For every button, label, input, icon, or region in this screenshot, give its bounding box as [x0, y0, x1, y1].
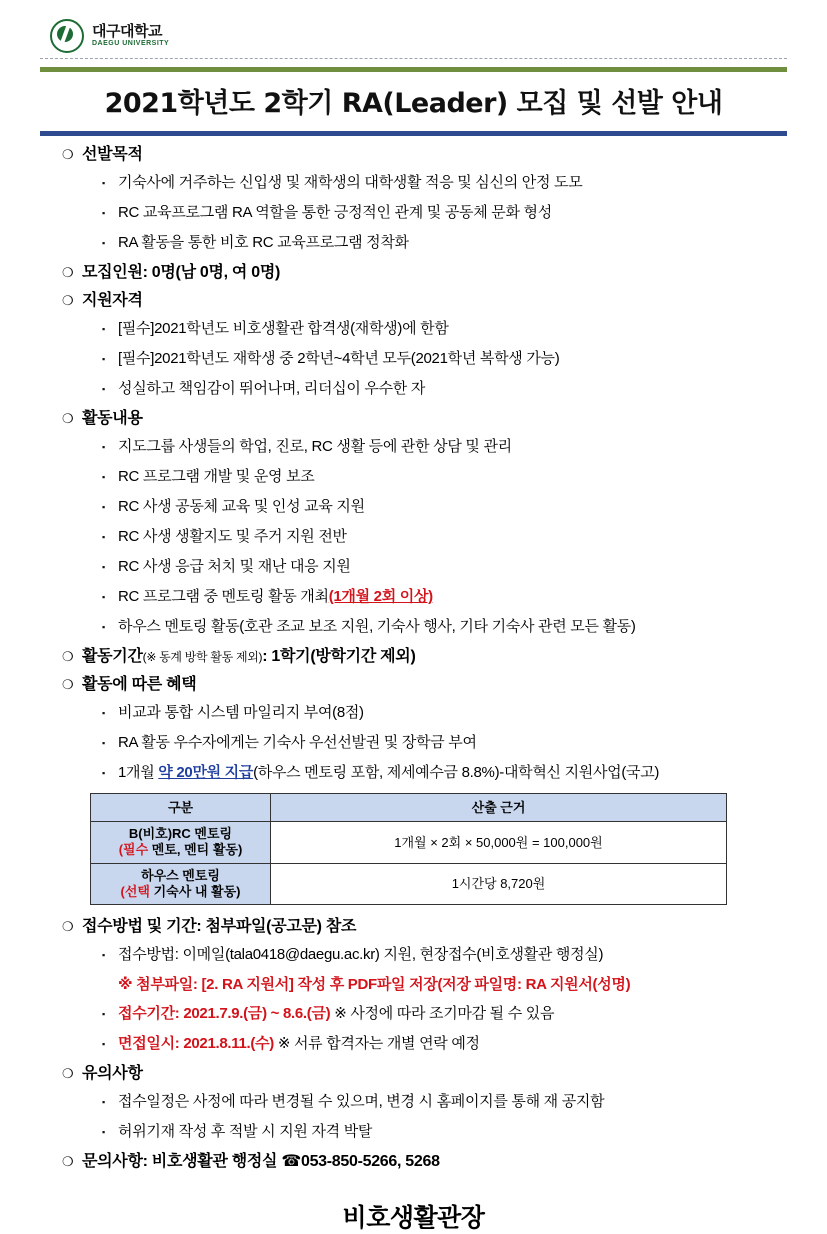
- logo-name-en: DAEGU UNIVERSITY: [92, 40, 170, 48]
- list-item: [40, 173, 787, 194]
- label-rest: 멘토, 멘티 활동): [148, 842, 243, 858]
- bullet-square-icon: ▪: [102, 532, 106, 542]
- bullet-circle-icon: ❍: [62, 1066, 74, 1081]
- list-item-text: RC 프로그램 개발 및 운영 보조: [118, 468, 315, 485]
- list-item-payment: [40, 763, 787, 784]
- bullet-square-icon: ▪: [102, 1097, 106, 1107]
- cost-table: [90, 793, 727, 905]
- logo-name-kr: 대구대학교: [92, 23, 162, 41]
- list-item-text: RA 활동을 통한 비호 RC 교육프로그램 정착화: [118, 234, 409, 251]
- list-item: [40, 379, 787, 400]
- section-heading-purpose: [40, 145, 787, 165]
- application-period-note: ※ 사정에 따라 조기마감 될 수 있음: [330, 1005, 555, 1022]
- section-title: 접수방법 및 기간: 첨부파일(공고문) 참조: [82, 918, 357, 935]
- bullet-square-icon: ▪: [102, 442, 106, 452]
- list-item-text: 접수방법: 이메일(tala0418@daegu.ac.kr) 지원, 현장접수(비호생활관 행정실): [118, 946, 604, 963]
- section-heading-contact: [40, 1152, 787, 1172]
- bullet-square-icon: ▪: [102, 592, 106, 602]
- period-label: 활동기간: [82, 648, 143, 665]
- document-body: [40, 145, 787, 1172]
- bullet-square-icon: ▪: [102, 178, 106, 188]
- list-item-text: [118, 1034, 480, 1054]
- list-item-period: [40, 1004, 787, 1025]
- bullet-square-icon: ▪: [102, 1127, 106, 1137]
- bullet-square-icon: ▪: [102, 1009, 106, 1019]
- list-item-mentoring: [40, 587, 787, 608]
- list-item-text: [118, 1004, 554, 1024]
- section-title: 유의사항: [82, 1065, 143, 1082]
- table-cell-value: 1개월 × 2회 × 50,000원 = 100,000원: [271, 822, 727, 864]
- bullet-square-icon: ▪: [102, 768, 106, 778]
- list-item-text: [필수]2021학년도 비호생활관 합격생(재학생)에 한함: [118, 320, 449, 337]
- bullet-square-icon: ▪: [102, 502, 106, 512]
- list-item-text: [118, 587, 433, 607]
- list-item-text: 접수일정은 사정에 따라 변경될 수 있으며, 변경 시 홈페이지를 통해 재 공지함: [118, 1093, 605, 1110]
- bullet-circle-icon: ❍: [62, 265, 74, 280]
- bullet-circle-icon: ❍: [62, 411, 74, 426]
- list-item-text: RC 교육프로그램 RA 역할을 통한 긍정적인 관계 및 공동체 문화 형성: [118, 204, 552, 221]
- bullet-square-icon: ▪: [102, 384, 106, 394]
- list-item-text: RC 사생 생활지도 및 주거 지원 전반: [118, 528, 347, 545]
- section-heading-application: [40, 917, 787, 937]
- bullet-square-icon: ▪: [102, 1039, 106, 1049]
- table-cell-label: [91, 863, 271, 905]
- label-line-1: B(비호)RC 멘토링: [128, 826, 233, 841]
- section-heading-notes: [40, 1064, 787, 1084]
- list-item: [40, 497, 787, 518]
- list-item-text: 지도그룹 사생들의 학업, 진로, RC 생활 등에 관한 상담 및 관리: [118, 438, 512, 455]
- table-header-cell: 구분: [91, 794, 271, 822]
- label-line-2: [93, 884, 268, 900]
- university-logo: [40, 18, 787, 54]
- list-item-text: [필수]2021학년도 재학생 중 2학년~4학년 모두(2021학년 복학생 가능): [118, 350, 560, 367]
- interview-date: 면접일시: 2021.8.11.(수): [118, 1035, 274, 1052]
- list-item-text: RC 사생 공동체 교육 및 인성 교육 지원: [118, 498, 365, 515]
- mentoring-text: RC 프로그램 중 멘토링 활동 개최: [118, 588, 329, 605]
- list-item: [40, 319, 787, 340]
- period-value: : 1학기(방학기간 제외): [262, 648, 416, 665]
- list-item: [40, 233, 787, 254]
- payment-suffix: (하우스 멘토링 포함, 제세예수금 8.8%)-대학혁신 지원사업(국고): [253, 764, 660, 781]
- bullet-circle-icon: ❍: [62, 147, 74, 162]
- table-header-row: [91, 794, 727, 822]
- bullet-circle-icon: ❍: [62, 293, 74, 308]
- title-band: [40, 67, 787, 136]
- list-item: [40, 527, 787, 548]
- table-cell-value: 1시간당 8,720원: [271, 863, 727, 905]
- list-item-text: 비교과 통합 시스템 마일리지 부여(8점): [118, 704, 364, 721]
- logo-text: [92, 24, 169, 47]
- attachment-note: ※ 첨부파일: [2. RA 지원서] 작성 후 PDF파일 저장(저장 파일명: RA 지원서(성명): [118, 976, 631, 993]
- list-item-text: 하우스 멘토링 활동(호관 조교 보조 지원, 기숙사 행사, 기타 기숙사 관련 모든 활동): [118, 618, 636, 635]
- list-item: [40, 617, 787, 638]
- list-item-attachment: [40, 975, 787, 995]
- list-item: [40, 349, 787, 370]
- section-title: 활동내용: [82, 410, 143, 427]
- section-title: [82, 647, 415, 667]
- list-item-text: 성실하고 책임감이 뛰어나며, 리더십이 우수한 자: [118, 380, 426, 397]
- mentoring-emphasis: (1개월 2회 이상): [328, 588, 433, 605]
- label-line-1: 하우스 멘토링: [141, 867, 220, 883]
- table-row: [91, 863, 727, 905]
- bullet-square-icon: ▪: [102, 622, 106, 632]
- label-emphasis: (필수: [118, 842, 149, 858]
- table-cell-label: [91, 822, 271, 864]
- label-line-2: [93, 842, 268, 858]
- section-title: 모집인원: 0명(남 0명, 여 0명): [82, 264, 281, 281]
- list-item-text: RA 활동 우수자에게는 기숙사 우선선발권 및 장학금 부여: [118, 734, 477, 751]
- section-heading-activities: [40, 409, 787, 429]
- list-item-interview: [40, 1034, 787, 1055]
- list-item-text: 기숙사에 거주하는 신입생 및 재학생의 대학생활 적응 및 심신의 안정 도모: [118, 174, 583, 191]
- signoff: 비호생활관장: [342, 1203, 485, 1232]
- table-row: [91, 822, 727, 864]
- application-period: 접수기간: 2021.7.9.(금) ~ 8.6.(금): [118, 1005, 331, 1022]
- section-heading-recruit-count: [40, 263, 787, 283]
- list-item: [40, 467, 787, 488]
- list-item: [40, 733, 787, 754]
- bullet-square-icon: ▪: [102, 238, 106, 248]
- section-heading-benefits: [40, 675, 787, 695]
- bullet-circle-icon: ❍: [62, 649, 74, 664]
- list-item: [40, 1122, 787, 1143]
- label-emphasis: (선택: [120, 883, 150, 899]
- list-item-apply-method: [40, 945, 787, 966]
- bullet-square-icon: ▪: [102, 208, 106, 218]
- bullet-circle-icon: ❍: [62, 677, 74, 692]
- bullet-circle-icon: ❍: [62, 1154, 74, 1169]
- bullet-square-icon: ▪: [102, 324, 106, 334]
- interview-note: ※ 서류 합격자는 개별 연락 예정: [273, 1035, 480, 1052]
- header-divider: [40, 58, 787, 59]
- bullet-square-icon: ▪: [102, 738, 106, 748]
- bullet-square-icon: ▪: [102, 354, 106, 364]
- payment-amount: 약 20만원 지급: [158, 764, 254, 781]
- list-item-text: 허위기재 작성 후 적발 시 지원 자격 박탈: [118, 1123, 373, 1140]
- list-item: [40, 1092, 787, 1113]
- list-item: [40, 557, 787, 578]
- bullet-square-icon: ▪: [102, 472, 106, 482]
- list-item: [40, 437, 787, 458]
- list-item-text: RC 사생 응급 처치 및 재난 대응 지원: [118, 558, 351, 575]
- period-note: (※ 동계 방학 활동 제외): [142, 650, 263, 664]
- label-rest: 기숙사 내 활동): [149, 883, 241, 899]
- section-title: 활동에 따른 혜택: [82, 676, 197, 693]
- cost-table-wrapper: [40, 793, 787, 905]
- bullet-square-icon: ▪: [102, 708, 106, 718]
- bullet-circle-icon: ❍: [62, 919, 74, 934]
- section-heading-period: [40, 647, 787, 667]
- bullet-square-icon: ▪: [102, 562, 106, 572]
- list-item: [40, 703, 787, 724]
- section-title: 선발목적: [82, 146, 143, 163]
- payment-prefix: 1개월: [118, 764, 159, 781]
- university-emblem-icon: [50, 19, 84, 53]
- page-title: 2021학년도 2학기 RA(Leader) 모집 및 선발 안내: [104, 88, 723, 119]
- bullet-square-icon: ▪: [102, 950, 106, 960]
- contact-info: 문의사항: 비호생활관 행정실 ☎053-850-5266, 5268: [82, 1153, 440, 1170]
- list-item: [40, 203, 787, 224]
- section-title: 지원자격: [82, 292, 143, 309]
- table-header-cell: 산출 근거: [271, 794, 727, 822]
- section-heading-eligibility: [40, 291, 787, 311]
- list-item-text: [118, 763, 659, 783]
